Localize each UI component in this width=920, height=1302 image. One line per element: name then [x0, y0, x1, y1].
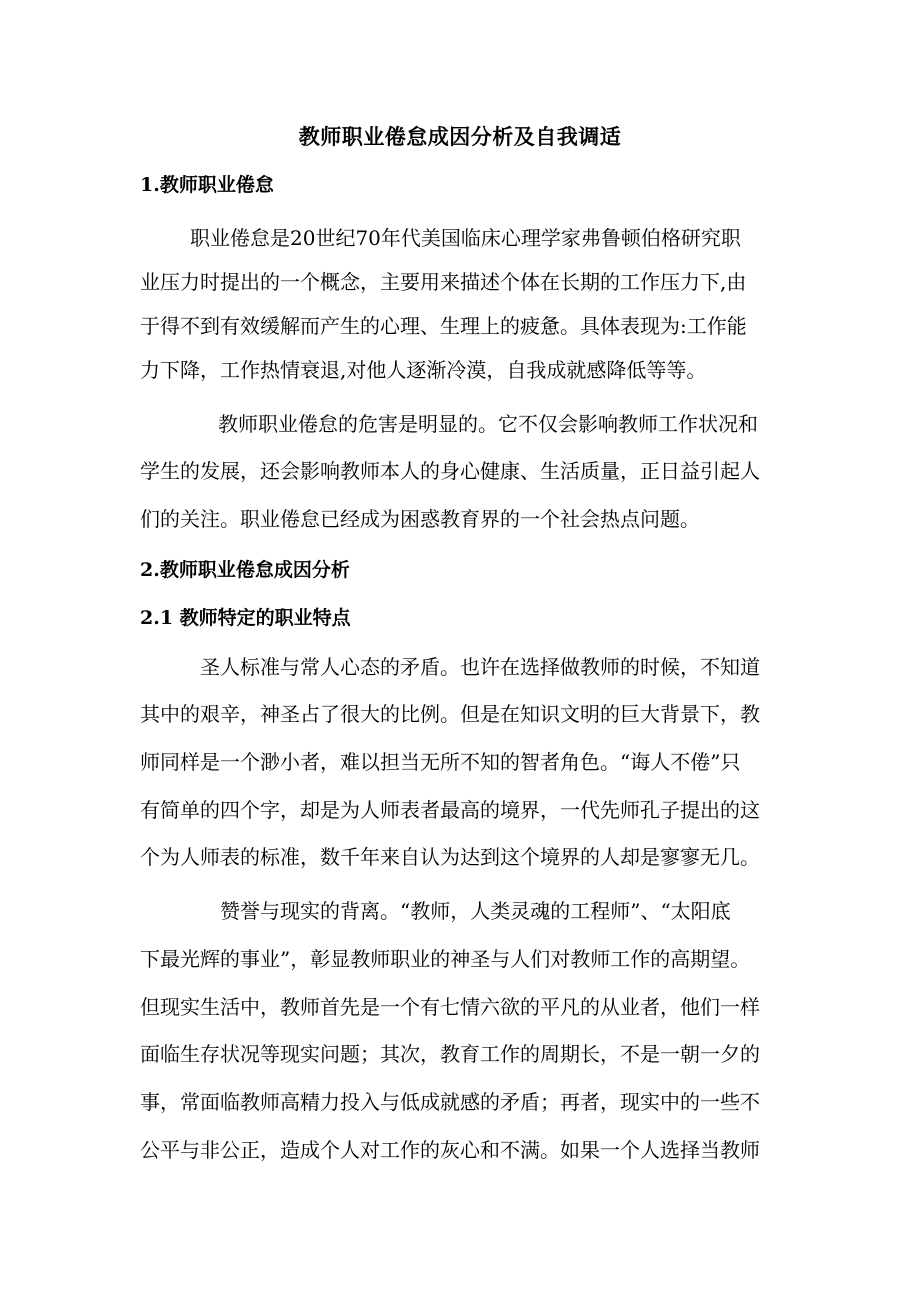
paragraph-line: 业压力时提出的一个概念，主要用来描述个体在长期的工作压力下,由	[140, 270, 747, 294]
paragraph-line: 们的关注。职业倦怠已经成为困惑教育界的一个社会热点问题。	[140, 507, 700, 531]
paragraph-line: 于得不到有效缓解而产生的心理、生理上的疲惫。具体表现为:工作能	[140, 314, 747, 338]
paragraph-line: 事，常面临教师高精力投入与低成就感的矛盾；再者，现实中的一些不	[140, 1090, 760, 1114]
subsection-heading-2-1: 2.1 教师特定的职业特点	[140, 607, 351, 629]
paragraph-line: 但现实生活中，教师首先是一个有七情六欲的平凡的从业者，他们一样	[140, 995, 760, 1019]
paragraph-line: 职业倦怠是20世纪70年代美国临床心理学家弗鲁顿伯格研究职	[190, 226, 741, 250]
paragraph-line: 有简单的四个字，却是为人师表者最高的境界，一代先师孔子提出的这	[140, 798, 760, 822]
paragraph-line: 力下降，工作热情衰退,对他人逐渐冷漠，自我成就感降低等等。	[140, 358, 707, 382]
paragraph-line: 面临生存状况等现实问题；其次，教育工作的周期长，不是一朝一夕的	[140, 1042, 760, 1066]
paragraph-line: 教师职业倦怠的危害是明显的。它不仅会影响教师工作状况和	[218, 412, 758, 436]
paragraph-line: 圣人标准与常人心态的矛盾。也许在选择做教师的时候，不知道	[200, 655, 760, 679]
document-title: 教师职业倦怠成因分析及自我调适	[298, 124, 622, 149]
paragraph-line: 师同样是一个渺小者，难以担当无所不知的智者角色。“诲人不倦”只	[140, 750, 741, 774]
section-heading-1: 1.教师职业倦怠	[140, 174, 274, 196]
paragraph-line: 个为人师表的标准，数千年来自认为达到这个境界的人却是寥寥无几。	[140, 845, 760, 869]
paragraph-line: 赞誉与现实的背离。“教师，人类灵魂的工程师”、“太阳底	[220, 899, 731, 923]
paragraph-line: 学生的发展，还会影响教师本人的身心健康、生活质量，正日益引起人	[140, 459, 760, 483]
paragraph-line: 下最光辉的事业”，彰显教师职业的神圣与人们对教师工作的高期望。	[140, 947, 751, 971]
paragraph-line: 其中的艰辛，神圣占了很大的比例。但是在知识文明的巨大背景下，教	[140, 702, 760, 726]
paragraph-line: 公平与非公正，造成个人对工作的灰心和不满。如果一个人选择当教师	[140, 1138, 760, 1162]
section-heading-2: 2.教师职业倦怠成因分析	[140, 559, 350, 581]
